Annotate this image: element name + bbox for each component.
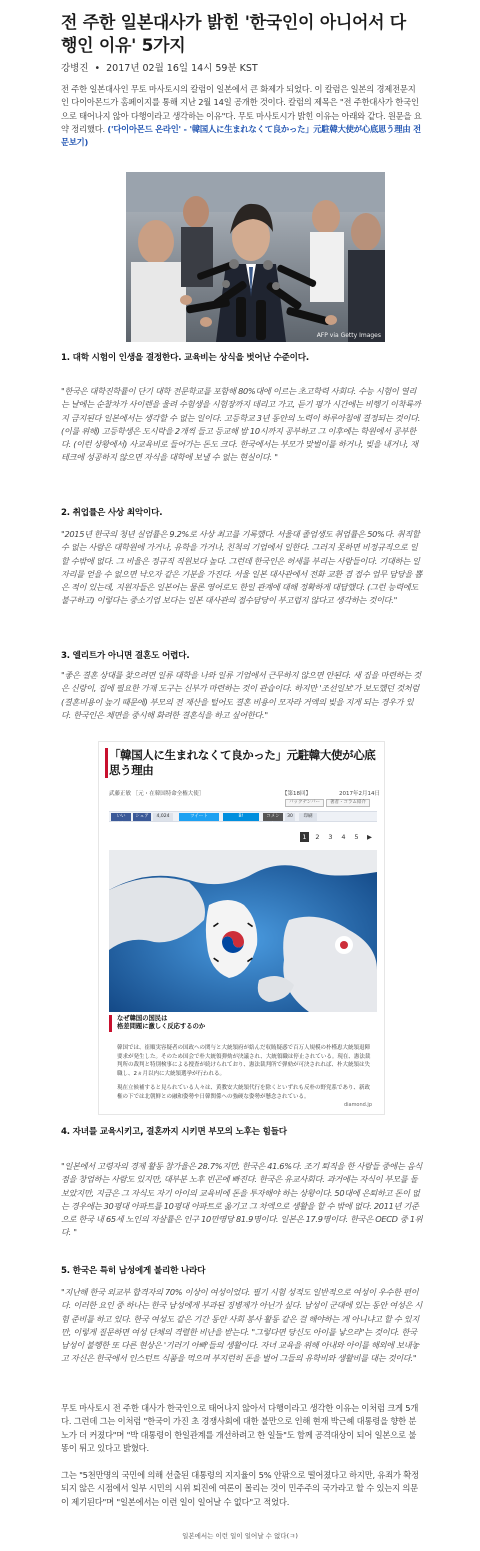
- section-heading-1: 1. 대학 시험이 인생을 결정한다. 교육비는 상식을 벗어난 수준이다.: [61, 353, 309, 363]
- share-count: 4,024: [153, 813, 173, 821]
- press-scrum-illustration: [126, 172, 385, 342]
- press-photo: [126, 172, 385, 342]
- embedded-author: 武藤正敏 ［元・在韓国特命全権大使］: [109, 791, 205, 797]
- print-button[interactable]: 印刷: [299, 813, 317, 821]
- closing-paragraph-1: 무토 마사토시 전 주한 대사가 한국인으로 태어나지 않아서 다행이라고 생각한 이유는 이처럼 크게 5개다. 그런데 그는 이처럼 "한국이 가진 초 경쟁사회에 대한 불만으로 인해 현재 박근혜 대통령을 향한 분노가 더 커졌다"며 "박 대통령이 한일관계를 개선하려고 한 일들"도 함께 공격대상이 되어 일본으로 불똥이 튀고 있다고 밝혔다.: [61, 1403, 419, 1453]
- embedded-small-buttons: [285, 799, 370, 807]
- page-1[interactable]: 1: [300, 832, 309, 842]
- comment-button[interactable]: コメント: [263, 813, 283, 821]
- section-quote-4: "일본에서 고령자의 경제 활동 참가율은 28.7%지만, 한국은 41.6%다. 조기 퇴직을 한 사람들 중에는 음식점을 창업하는 사람도 있지만, 대부분 노후 빈곤에 빠진다. 한국은 유교사회다. 과거에는 자식이 부모를 돌보았지만, 지금은 그 자식도 자기 아이의 교육비에 돈을 투자해야 하는 상황이다. 50대에 은퇴하고 돈이 없는 경우에는 30평대 아파트를 10평대 아파트로 옮기고 그 차액으로 생활을 할 수 밖에 없다. 2011년 기준으로 한국 내 65세 노인의 자살률은 인구 10만명당 81.9명이다. 일본은 17.9명이다. 한국은 OECD 중 1위다. ": [61, 1161, 423, 1238]
- embedded-article-screenshot: [98, 741, 385, 1115]
- page-3[interactable]: 3: [328, 833, 333, 841]
- subheading-line-1: なぜ韓国の国民は: [117, 1015, 168, 1022]
- subheading-line-2: 格差問題に激しく反応するのか: [117, 1023, 206, 1031]
- section-quote-2: "2015년 한국의 청년 실업률은 9.2%로 사상 최고를 기록했다. 서울대 졸업생도 취업률은 50%다. 취직할 수 없는 사람은 대학원에 가거나, 유학을 가거나, 친척의 기업에서 일한다. 그러지 못하면 비정규직으로 일할 수밖에 없다. 그 비율은 정규직 직원보다 높다. 그런데 한국인은 허세를 부리는 사람들이다. 기대하는 일자리를 얻을 수 없으면 낙오자 같은 기분을 가진다. 서울 일본 대사관에서 전화 교환 겸 접수 업무 담당을 뽑은 적이 있는데, 지원자들은 일본어는 물론 영어로도 한일 관계에 대해 정확하게 대답했다. (그런 능력에도 불구하고) 이렇다는 중소기업 보다는 일본 대사관의 접수담당이 부고럽지 않다고 생각하는 것이다.": [61, 529, 423, 606]
- photo-credit: AFP via Getty Images: [316, 332, 381, 339]
- embedded-title-text: 「韓国人に生まれなくて良かった」元駐韓大使が心底思う理由: [109, 748, 376, 777]
- publish-timestamp: 2017년 02월 16일 14시 59분 KST: [106, 63, 258, 74]
- intro-text: 전 주한 일본대사인 무토 마사토시의 칼럼이 일본에서 큰 화제가 되었다. 이 칼럼은 일본의 경제전문지인 다이아몬드가 홈페이지를 통해 지난 2월 14일 공개한 것이다. 칼럼의 제목은 "전 주한대사가 한국인으로 태어나지 않아 다행이라고 생각하는 이유"다. 무토 마사토시가 밝힌 이유는 아래와 같다. 원문을 요약 정리했다.: [61, 84, 422, 134]
- tweet-button[interactable]: ツイート: [179, 813, 219, 821]
- source-link[interactable]: ('다이아몬드 온라인' - '韓国人に生まれなくて良かった」元駐韓大使が心底思う理由 전문보기): [61, 123, 421, 148]
- embedded-body-paragraph-2: 現在立候補すると見られている人々は、黄教安大統領代行を除くといずれも反朴の野党系であり、新政権の下では北朝鮮との融和姿勢や日韓関係への強硬な姿勢が懸念されている。: [117, 1085, 371, 1100]
- embedded-date: 2017年2月14日: [339, 791, 380, 797]
- embedded-source-label: diamond.jp: [343, 1102, 372, 1108]
- map-graphic: [109, 850, 377, 1012]
- footer-caption: 일본에서는 이런 일이 일어날 수 없다(ㅋ): [182, 1532, 298, 1540]
- like-button[interactable]: いいね！: [111, 813, 131, 821]
- author-name[interactable]: 강병진: [61, 63, 89, 74]
- share-bar: [109, 811, 377, 827]
- embedded-article-title: [109, 748, 377, 777]
- section-heading-5: 5. 한국은 특히 남성에게 불리한 나라다: [61, 1266, 206, 1276]
- section-quote-1: "한국은 대학진학률이 단기 대학 전문학교를 포함해 80%대에 이르는 초고학력 사회다. 수능 시험이 열리는 날에는 순찰차가 사이렌을 울려 수험생을 시험장까지 데리고 가고, 듣기 평가 시간에는 비행기 이착륙까지 금지된다 일본에서는 생각할 수 없는 일이다. 고등학교 3년 동안의 노력이 하루아침에 결정되는 것이다. (이를 위해) 고등학생은 도시락을 2개씩 들고 등교해 밤 10시까지 공부하고 그 이후에는 학원에서 공부한다. (이런 상황에서) 사교육비로 들어가는 돈도 크다. 한국에서는 부모가 맞벌이를 하거나, 빚을 내거나, 재테크에 성공하지 않으면 자식을 대학에 보낼 수 없는 현실이다. ": [61, 386, 421, 463]
- backnumber-button[interactable]: バックナンバー: [285, 799, 324, 807]
- section-quote-3: "좋은 결혼 상대를 찾으려면 일류 대학을 나와 일류 기업에서 근무하지 않으면 안된다. 새 집을 마련하는 것은 신랑이, 집에 필요한 가재 도구는 신부가 마련하는 것이 관습이다. 하지만 '조선일보'가 보도했던 것처럼 (결혼비용이 높기 때문에) 부모의 전 재산을 털어도 결혼 비용이 모자라 거액의 빚을 지게 되는 경우가 있다. 한국인은 체면을 중시해 화려한 결혼식을 하고 싶어한다.": [61, 670, 421, 720]
- intro-paragraph: [61, 83, 423, 149]
- author-column-button[interactable]: 著者・コラム紹介: [326, 799, 370, 807]
- hatena-button[interactable]: B!: [223, 813, 259, 821]
- title-accent-bar: [105, 748, 108, 778]
- korea-map-illustration: [109, 850, 377, 1012]
- page-5[interactable]: 5: [354, 833, 359, 841]
- embedded-body-paragraph-1: 韓国では、崔順実容疑者の国政への関与と大統領府が絡んだ収賄疑惑で百万人規模の朴槿恵大統領退陣要求が発生した。そのため国会で朴大統領弾劾が決議され、大統領職は停止されている。現在、憲法裁判所の裁判と特別検事による捜査が続けられており、憲法裁判所で弾劾が可決されれば、朴大統領は失職し、2ヵ月以内に大統領選挙が行われる。: [117, 1045, 371, 1077]
- comment-count: 30: [285, 813, 295, 821]
- meta-separator: •: [94, 63, 101, 74]
- section-heading-2: 2. 취업률은 사상 최악이다.: [61, 508, 163, 518]
- page-navigation: [300, 832, 374, 842]
- next-page-icon[interactable]: ▶: [367, 833, 372, 841]
- article-meta: [61, 60, 258, 74]
- page-2[interactable]: 2: [315, 833, 320, 841]
- embedded-issue-label: 【第18回】: [282, 791, 311, 797]
- closing-paragraph-2: 그는 "5천만명의 국민에 의해 선출된 대통령의 지지율이 5% 안팎으로 떨어졌다고 하지만, 유죄가 확정되지 않은 시점에서 일부 시민의 시위 퇴진에 여론이 몰리는 것이 민주주의 국가라고 할 수 있는지 의문이 제기된다"며 "일본에서는 이런 일이 일어날 수 없다"고 적었다.: [61, 1470, 419, 1507]
- share-button[interactable]: シェア: [133, 813, 151, 821]
- section-heading-4: 4. 자녀를 교육시키고, 결혼까지 시키면 부모의 노후는 힘들다: [61, 1127, 287, 1137]
- section-quote-5: "지난해 한국 외교부 합격자의 70% 이상이 여성이었다. 필기 시험 성적도 일반적으로 여성이 우수한 편이다. 이러한 요인 중 하나는 한국 남성에게 부과된 징병제가 아닌가 싶다. 남성이 군대에 있는 동안 여성은 시험 준비를 하고 있다. 한국 여성도 같은 기간 동안 사회 봉사 활동 같은 걸 해야하는 게 아니냐고 할 수 있지만, 이렇게 질문하면 여성 단체의 격렬한 비난을 받는다. "그렇다면 당신도 아이를 낳으라"는 것이다. 한국 남성이 불행한 또 다른 현상은 '기러기 아빠'들의 생활이다. 자녀 교육을 위해 아내와 아이를 해외에 보내놓고 자신은 한국에서 인스턴트 식품을 먹으며 부지런히 돈을 벌어 그들의 유학비와 생활비를 대는 것이다.": [61, 1287, 423, 1364]
- embedded-subheading: [109, 1015, 205, 1032]
- section-heading-3: 3. 엘리트가 아니면 결혼도 어렵다.: [61, 651, 190, 661]
- article-title: 전 주한 일본대사가 밝힌 '한국인이 아니어서 다행인 이유' 5가지: [61, 13, 406, 56]
- page-4[interactable]: 4: [341, 833, 346, 841]
